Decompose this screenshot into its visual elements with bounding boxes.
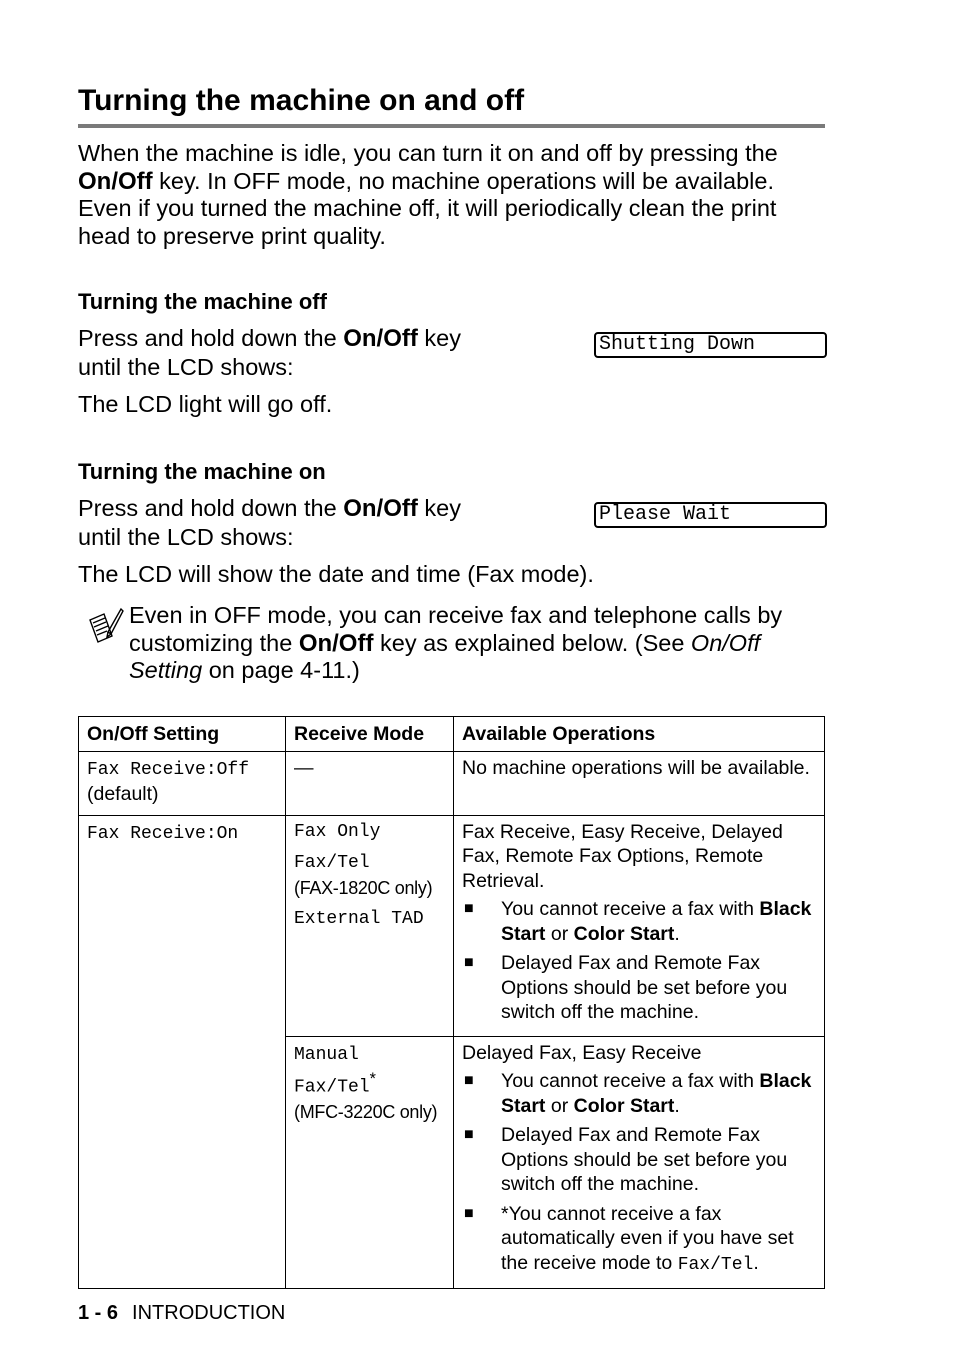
setting-value: Fax Receive:On xyxy=(87,823,239,844)
bullet-text: You cannot receive a fax with xyxy=(501,898,760,920)
table-header-row xyxy=(79,717,825,752)
list-item xyxy=(462,1202,816,1278)
turn-on-text-line2: until the LCD shows: xyxy=(78,524,294,550)
list-item xyxy=(462,1069,816,1118)
black-start-key: Black Start xyxy=(501,898,812,945)
turn-off-text-pre: Press and hold down the xyxy=(78,325,344,351)
bullet-or: or xyxy=(545,922,574,945)
color-start-key: Color Start xyxy=(573,922,675,945)
bullet-square-icon: ■ xyxy=(464,954,474,971)
bullet-text: You cannot receive a fax with xyxy=(501,1070,760,1092)
lcd-display-please-wait: Please Wait xyxy=(594,502,827,528)
color-start-key: Color Start xyxy=(573,1094,675,1117)
bullet-square-icon: ■ xyxy=(464,1204,474,1222)
turn-off-after: The LCD light will go off. xyxy=(78,391,333,417)
bullet-text: *You cannot receive a fax automatically even if you have set the receive mode to xyxy=(501,1202,794,1274)
cell-mode xyxy=(286,815,454,1036)
mode-note: (FAX-1820C only) xyxy=(294,877,433,898)
bullet-square-icon: ■ xyxy=(464,1126,474,1143)
list-item xyxy=(462,1123,816,1197)
table-row xyxy=(79,815,825,1036)
page-footer xyxy=(78,1301,285,1325)
mode-fax-tel: Fax/Tel xyxy=(294,853,370,873)
bullet-end: . xyxy=(753,1251,759,1274)
cell-ops xyxy=(454,815,825,1036)
list-item xyxy=(462,897,816,946)
note-text xyxy=(129,602,829,685)
on-off-key: On/Off xyxy=(343,325,418,352)
ops-summary: Delayed Fax, Easy Receive xyxy=(462,1041,702,1064)
setting-value: Fax Receive:Off xyxy=(87,759,250,780)
turn-on-text-pre: Press and hold down the xyxy=(78,495,344,521)
mode-note: (MFC-3220C only) xyxy=(294,1102,438,1122)
intro-text-2: key. In OFF mode, no machine operations will be available. Even if you turned the machine off, it will periodically clean the print head to preserve print quality. xyxy=(78,167,777,249)
setting-note: (default) xyxy=(87,783,159,805)
ops-summary: Fax Receive, Easy Receive, Delayed Fax, Remote Fax Options, Remote Retrieval. xyxy=(462,820,783,892)
black-start-key: Black Start xyxy=(501,1070,812,1117)
bullet-end: . xyxy=(674,922,680,945)
cell-ops xyxy=(454,1036,825,1289)
cell-setting xyxy=(79,815,286,1289)
intro-text-1: When the machine is idle, you can turn it on and off by pressing the xyxy=(78,140,778,166)
on-off-key: On/Off xyxy=(78,167,153,195)
header-available-operations: Available Operations xyxy=(454,717,825,752)
bullet-or: or xyxy=(545,1094,574,1117)
bullet-text: Delayed Fax and Remote Fax Options should be set before you switch off the machine. xyxy=(501,952,788,1023)
note-cross-reference: On/Off Setting xyxy=(129,629,761,683)
chapter-name: INTRODUCTION xyxy=(132,1302,286,1324)
note-text-post: on page 4-11.) xyxy=(202,657,360,683)
cell-mode xyxy=(286,1036,454,1289)
table-row xyxy=(79,751,825,815)
turn-off-instruction xyxy=(78,324,518,382)
title-rule xyxy=(78,124,825,128)
note-text-pre: Even in OFF mode, you can receive fax and telephone calls by customizing the xyxy=(129,602,783,656)
bullet-square-icon: ■ xyxy=(464,900,474,917)
bullet-square-icon: ■ xyxy=(464,1072,474,1089)
turn-on-after: The LCD will show the date and time (Fax mode). xyxy=(78,561,594,587)
turn-off-text-post: key xyxy=(417,325,461,351)
list-item xyxy=(462,951,816,1025)
cell-mode: — xyxy=(286,751,454,815)
mode-fax-only: Fax Only xyxy=(294,821,381,842)
on-off-key: On/Off xyxy=(343,495,418,522)
ops-bullet-list xyxy=(462,1069,816,1277)
header-receive-mode: Receive Mode xyxy=(286,717,454,752)
asterisk-mark: * xyxy=(369,1070,376,1088)
fax-tel-code: Fax/Tel xyxy=(677,1254,754,1275)
page-number: 1 - 6 xyxy=(78,1302,119,1324)
mode-external-tad: External TAD xyxy=(294,909,424,929)
mode-manual: Manual xyxy=(294,1044,359,1065)
turn-off-text-line2: until the LCD shows: xyxy=(78,354,294,380)
mode-fax-tel: Fax/Tel xyxy=(294,1077,370,1098)
bullet-text: Delayed Fax and Remote Fax Options should be set before you switch off the machine. xyxy=(501,1124,788,1195)
intro-paragraph xyxy=(78,140,828,250)
header-on-off-setting: On/Off Setting xyxy=(79,717,286,752)
turn-on-text-post: key xyxy=(417,495,461,521)
turn-on-instruction xyxy=(78,494,518,552)
note-pencil-icon xyxy=(86,606,124,646)
page-title: Turning the machine on and off xyxy=(78,84,525,117)
bullet-end: . xyxy=(674,1094,680,1117)
heading-turn-off: Turning the machine off xyxy=(78,289,327,314)
cell-setting xyxy=(79,751,286,815)
lcd-display-shutting-down: Shutting Down xyxy=(594,332,827,358)
on-off-key: On/Off xyxy=(298,629,374,657)
ops-bullet-list xyxy=(462,897,816,1025)
note-text-mid: key as explained below. (See xyxy=(373,629,691,656)
on-off-settings-table xyxy=(78,716,825,1289)
cell-ops: No machine operations will be available. xyxy=(454,751,825,815)
heading-turn-on: Turning the machine on xyxy=(78,459,326,484)
